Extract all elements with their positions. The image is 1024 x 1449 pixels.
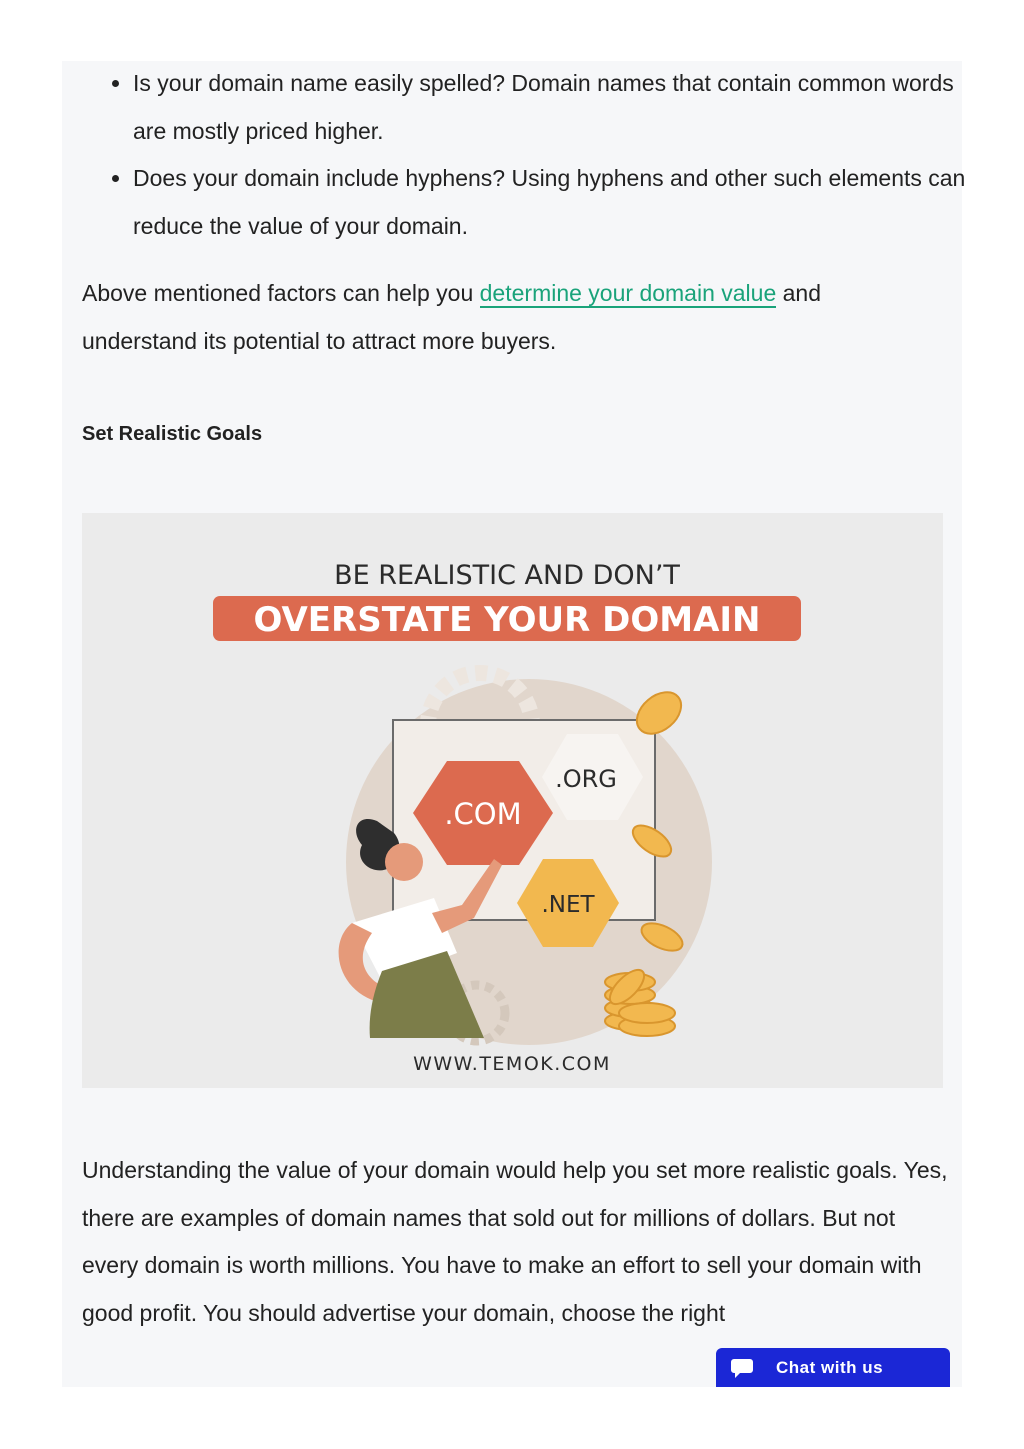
paragraph: Understanding the value of your domain would help you set more realistic goals. Yes, there are examples of domain names that sold out for millions of dollars. But not every domain is worth millions. You have to make an effort to sell your domain with good profit. You should advertise your domain, choose the right [82,1157,948,1327]
chat-button-label: Chat with us [776,1358,884,1377]
illustration-headline: BE REALISTIC AND DON’T [334,560,680,591]
tld-net-label: .NET [541,892,595,918]
paragraph [82,270,942,365]
paragraph-text: and understand its potential to attract more buyers. [82,280,822,354]
chat-with-us-button[interactable] [716,1348,950,1387]
chat-bubble-icon [730,1356,754,1380]
tld-com-label: .COM [444,797,522,831]
paragraph-text: Above mentioned factors can help you [82,280,480,306]
factor-list [82,60,993,250]
illustration-banner-text: OVERSTATE YOUR DOMAIN [253,600,761,640]
list-item: • Is your domain name easily spelled? Domain names that contain common words are mostly priced higher. [133,60,993,155]
list-item: • Does your domain include hyphens? Using hyphens and other such elements can reduce the value of your domain. [133,155,993,250]
domain-value-link[interactable]: determine your domain value [479,280,777,306]
illustration-url: WWW.TEMOK.COM [413,1053,611,1075]
tld-org-label: .ORG [555,765,617,793]
section-heading: Set Realistic Goals [82,423,263,445]
article-illustration [82,513,943,1088]
